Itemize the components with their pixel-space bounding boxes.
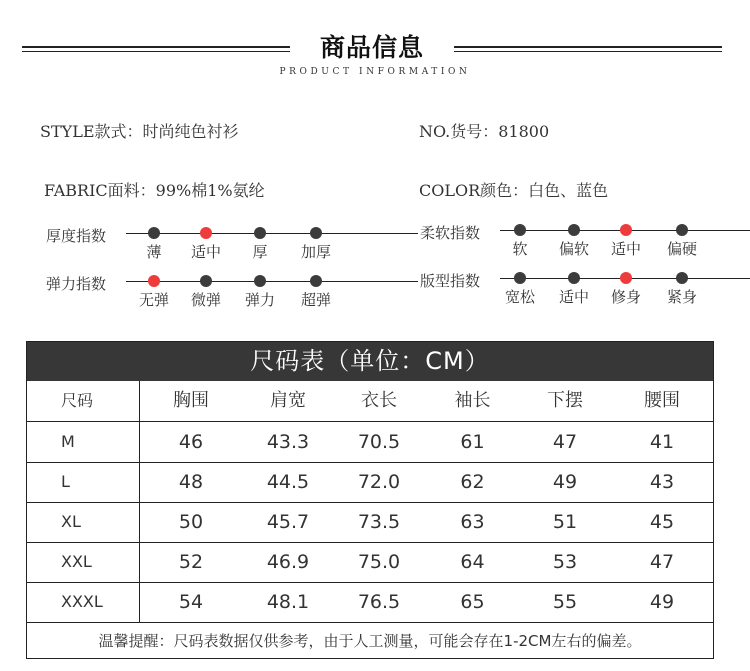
header-rule-right	[454, 46, 722, 48]
rating-option-label: 适中	[190, 243, 221, 261]
rating-option-label: 无弹	[138, 291, 169, 309]
size-table-header-row	[27, 381, 713, 422]
rating-option	[286, 227, 346, 262]
measurement-cell: 46	[178, 431, 204, 453]
column-header-size: 尺码	[61, 391, 94, 410]
measurement-cell: 49	[649, 591, 675, 613]
column-header: 衣长	[361, 390, 397, 411]
rating-option	[596, 224, 656, 259]
measurement-cell: 41	[649, 431, 675, 453]
measurement-cell: 54	[178, 591, 204, 613]
measurement-cell: 48.1	[266, 591, 310, 613]
table-row	[27, 542, 713, 583]
measurement-cell: 44.5	[266, 471, 310, 493]
rating-selected-dot	[620, 272, 632, 284]
measurement-cell: 52	[178, 551, 204, 573]
size-table	[26, 341, 714, 659]
measurement-cell: 61	[460, 431, 485, 453]
rating-option-label: 微弹	[190, 291, 221, 309]
measurement-cell: 45	[649, 511, 675, 533]
table-row	[27, 462, 713, 503]
size-label-cell: XXL	[61, 552, 92, 571]
column-header: 腰围	[644, 390, 680, 411]
rating-option	[124, 275, 184, 310]
rating-dot	[568, 224, 580, 236]
rating-option-label: 软	[512, 240, 528, 258]
measurement-cell: 43	[649, 471, 675, 493]
column-header: 胸围	[173, 390, 209, 411]
rating-option-label: 偏软	[558, 240, 589, 258]
rating-dot	[148, 227, 160, 239]
rating-dot	[568, 272, 580, 284]
rating-dot	[676, 224, 688, 236]
measurement-cell: 49	[552, 471, 578, 493]
measurement-cell: 47	[552, 431, 578, 453]
rating-dot	[514, 272, 526, 284]
rating-option	[652, 224, 712, 259]
measurement-cell: 53	[552, 551, 578, 573]
rating-option	[286, 275, 346, 310]
style-attribute: STYLE款式：时尚纯色衬衫	[40, 122, 239, 141]
rating-option	[230, 275, 290, 310]
measurement-cell: 63	[460, 511, 485, 533]
rating-fit	[420, 270, 750, 320]
measurement-cell: 70.5	[357, 431, 401, 453]
rating-option-label: 超弹	[300, 291, 331, 309]
size-label-cell: XL	[61, 512, 81, 531]
column-header: 肩宽	[270, 390, 306, 411]
rating-dot	[310, 227, 322, 239]
measurement-cell: 62	[460, 471, 485, 493]
fabric-attribute: FABRIC面料：99%棉1%氨纶	[44, 181, 265, 200]
rating-option-label: 紧身	[666, 288, 697, 306]
rating-dot	[254, 275, 266, 287]
measurement-cell: 48	[178, 471, 204, 493]
column-header: 袖长	[454, 390, 491, 411]
rating-option-label: 偏硬	[666, 240, 697, 258]
page-title: 商品信息	[319, 33, 424, 62]
size-label-cell: M	[61, 432, 75, 451]
measurement-cell: 51	[552, 511, 578, 533]
rating-option	[490, 272, 550, 307]
rating-dot	[200, 275, 212, 287]
measurement-cell: 45.7	[266, 511, 310, 533]
table-row	[27, 502, 713, 543]
measurement-cell: 47	[649, 551, 675, 573]
rating-option-label: 修身	[610, 288, 641, 306]
rating-softness	[420, 222, 750, 272]
rating-dot	[310, 275, 322, 287]
rating-selected-dot	[200, 227, 212, 239]
rating-label: 厚度指数	[46, 227, 107, 245]
size-label-cell: L	[61, 472, 70, 491]
measurement-cell: 72.0	[357, 471, 401, 493]
table-row	[27, 582, 713, 623]
column-header: 下摆	[547, 390, 583, 411]
measurement-cell: 75.0	[357, 551, 401, 573]
rating-dot	[514, 224, 526, 236]
size-column-divider	[139, 381, 140, 623]
measurement-cell: 65	[460, 591, 485, 613]
measurement-cell: 76.5	[357, 591, 401, 613]
header-rule-left	[22, 46, 290, 48]
rating-option-label: 加厚	[300, 243, 331, 261]
rating-option	[230, 227, 290, 262]
size-table-title: 尺码表（单位：CM）	[27, 342, 713, 381]
rating-dot	[676, 272, 688, 284]
measurement-cell: 43.3	[266, 431, 310, 453]
item-number-attribute: NO.货号：81800	[419, 122, 550, 141]
rating-option-label: 薄	[146, 243, 162, 261]
size-label-cell: XXXL	[61, 592, 103, 611]
rating-option	[490, 224, 550, 259]
rating-option-label: 适中	[610, 240, 641, 258]
page-subtitle: PRODUCT INFORMATION	[279, 67, 471, 77]
measurement-cell: 64	[460, 551, 485, 573]
rating-elasticity	[46, 273, 426, 323]
measurement-cell: 50	[178, 511, 204, 533]
table-row	[27, 422, 713, 463]
measurement-cell: 73.5	[357, 511, 401, 533]
rating-option	[176, 227, 236, 262]
rating-option	[544, 224, 604, 259]
rating-option	[652, 272, 712, 307]
rating-option	[124, 227, 184, 262]
rating-dot	[254, 227, 266, 239]
measurement-cell: 55	[552, 591, 578, 613]
color-attribute: COLOR颜色：白色、蓝色	[419, 181, 609, 200]
rating-option-label: 适中	[558, 288, 589, 306]
rating-option-label: 宽松	[504, 288, 535, 306]
rating-selected-dot	[148, 275, 160, 287]
rating-label: 柔软指数	[420, 224, 481, 242]
rating-option	[544, 272, 604, 307]
rating-label: 版型指数	[420, 272, 481, 290]
rating-option	[176, 275, 236, 310]
measurement-cell: 46.9	[266, 551, 310, 573]
rating-option-label: 厚	[252, 243, 268, 261]
rating-option-label: 弹力	[244, 291, 275, 309]
rating-thickness	[46, 225, 426, 275]
size-table-note: 温馨提醒：尺码表数据仅供参考，由于人工测量，可能会存在1-2CM左右的偏差。	[98, 632, 642, 650]
rating-selected-dot	[620, 224, 632, 236]
rating-label: 弹力指数	[46, 275, 107, 293]
rating-option	[596, 272, 656, 307]
